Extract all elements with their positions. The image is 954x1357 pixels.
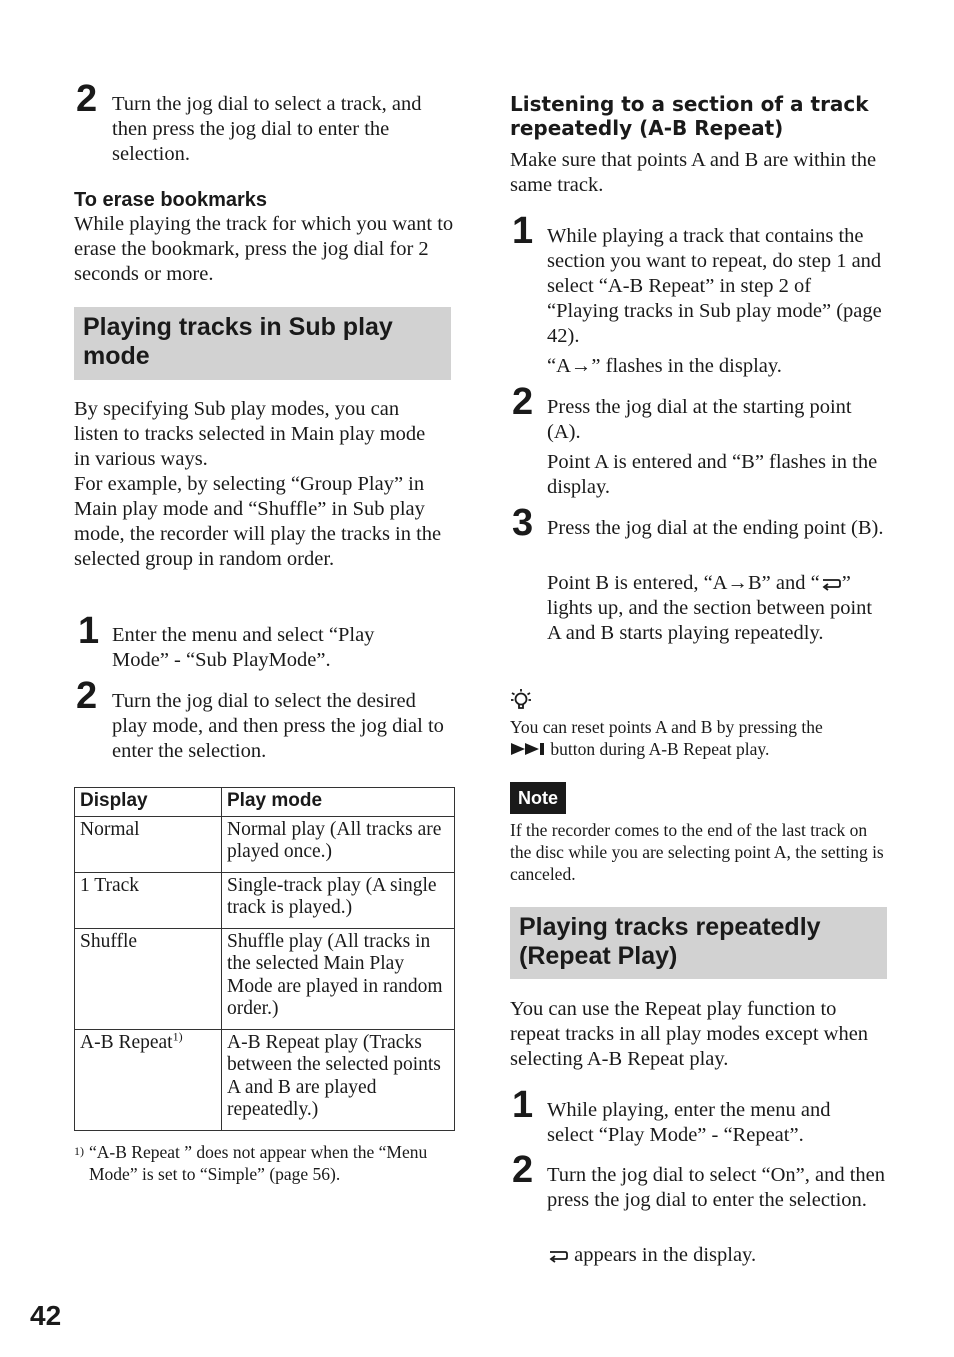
ab-repeat-heading: Listening to a section of a track repeatedly (A-B Repeat)	[510, 92, 869, 140]
step-text: Press the jog dial at the starting point (A).	[547, 396, 852, 443]
table-cell	[75, 1029, 222, 1130]
step-text: Turn the jog dial to select the desired play mode, and then press the jog dial to enter the selection.	[112, 690, 444, 762]
ab-repeat-intro: Make sure that points A and B are within the same track.	[510, 149, 877, 196]
step-number: 1	[78, 610, 100, 652]
table-header: Play mode	[222, 788, 455, 817]
repeat-intro: You can use the Repeat play function to repeat tracks in all play modes except when selecting A-B Repeat play.	[510, 998, 869, 1070]
section-banner-repeat-play: Playing tracks repeatedly (Repeat Play)	[510, 907, 887, 979]
tip-text-part: You can reset points A and B by pressing the	[510, 717, 823, 737]
repeat-icon	[820, 576, 842, 592]
step-number: 2	[512, 1149, 534, 1191]
table-cell: Normal play (All tracks are played once.)	[222, 816, 455, 872]
step-number: 2	[512, 381, 534, 423]
step-number: 2	[76, 675, 98, 717]
table-row	[75, 928, 455, 1029]
table-header: Display	[75, 788, 222, 817]
page-number: 42	[30, 1300, 62, 1331]
table-header-row	[75, 788, 455, 817]
step-number: 2	[76, 78, 98, 120]
step-text: Press the jog dial at the ending point (B).	[547, 517, 884, 539]
sub-play-intro: By specifying Sub play modes, you can listen to tracks selected in Main play mode in various ways.	[74, 398, 426, 470]
table-cell: Shuffle play (All tracks in the selected Main Play Mode are played in random order.)	[222, 928, 455, 1029]
step-subtext-part: appears in the display.	[574, 1244, 757, 1266]
step-number: 1	[512, 1084, 534, 1126]
step-subtext: Point A is entered and “B” flashes in the display.	[547, 451, 878, 498]
erase-bookmarks-body: While playing the track for which you want to erase the bookmark, press the jog dial for 2 seconds or more.	[74, 213, 454, 285]
table-row	[75, 1029, 455, 1130]
footnote: 1) “A-B Repeat ” does not appear when the “Menu Mode” is set to “Simple” (page 56).	[74, 1141, 456, 1185]
repeat-icon	[547, 1248, 569, 1264]
table-cell: Normal	[75, 816, 222, 872]
step-text: While playing a track that contains the section you want to repeat, do step 1 and select “A-B Repeat” in step 2 of “Playing tracks in Sub play mode” (page 42).	[547, 225, 882, 347]
tip-text	[510, 716, 882, 760]
step-subtext	[547, 571, 877, 646]
note-text: If the recorder comes to the end of the last track on the disc while you are selecting point A, the setting is canceled.	[510, 820, 884, 884]
erase-bookmarks-heading: To erase bookmarks	[74, 189, 268, 211]
step-number: 3	[512, 502, 534, 544]
play-mode-table	[74, 787, 455, 1131]
table-row	[75, 872, 455, 928]
tip-icon	[510, 688, 532, 712]
note-badge: Note	[510, 782, 566, 814]
footnote-marker: 1)	[172, 1029, 183, 1043]
table-cell: Shuffle	[75, 928, 222, 1029]
table-cell-text: A-B Repeat	[80, 1031, 173, 1053]
table-cell: A-B Repeat play (Tracks between the selected points A and B are played repeatedly.)	[222, 1029, 455, 1130]
step-text: Enter the menu and select “Play Mode” - “Sub PlayMode”.	[112, 624, 375, 671]
section-banner-sub-play: Playing tracks in Sub play mode	[74, 307, 451, 380]
step-subtext-part: Point B is entered, “A→B” and “	[547, 572, 820, 594]
table-cell: 1 Track	[75, 872, 222, 928]
table-row	[75, 816, 455, 872]
step-subtext: “A→” flashes in the display.	[547, 355, 782, 377]
sub-play-example: For example, by selecting “Group Play” in Main play mode and “Shuffle” in Sub play mode, the recorder will play the tracks in the selected group in random order.	[74, 473, 442, 570]
step-number: 1	[512, 210, 534, 252]
footnote-text: “A-B Repeat ” does not appear when the “Menu Mode” is set to “Simple” (page 56).	[89, 1142, 428, 1184]
table-cell: Single-track play (A single track is played.)	[222, 872, 455, 928]
step-subtext-part: ” lights up, and the section between point A and B starts playing repeatedly.	[547, 572, 873, 644]
step-subtext	[547, 1243, 887, 1268]
step-text: While playing, enter the menu and select “Play Mode” - “Repeat”.	[547, 1099, 831, 1146]
step-text: Turn the jog dial to select a track, and then press the jog dial to enter the selection.	[112, 93, 422, 165]
step-text: Turn the jog dial to select “On”, and then press the jog dial to enter the selection.	[547, 1164, 885, 1211]
next-track-icon	[510, 742, 546, 756]
tip-text-part: button during A-B Repeat play.	[550, 739, 770, 759]
